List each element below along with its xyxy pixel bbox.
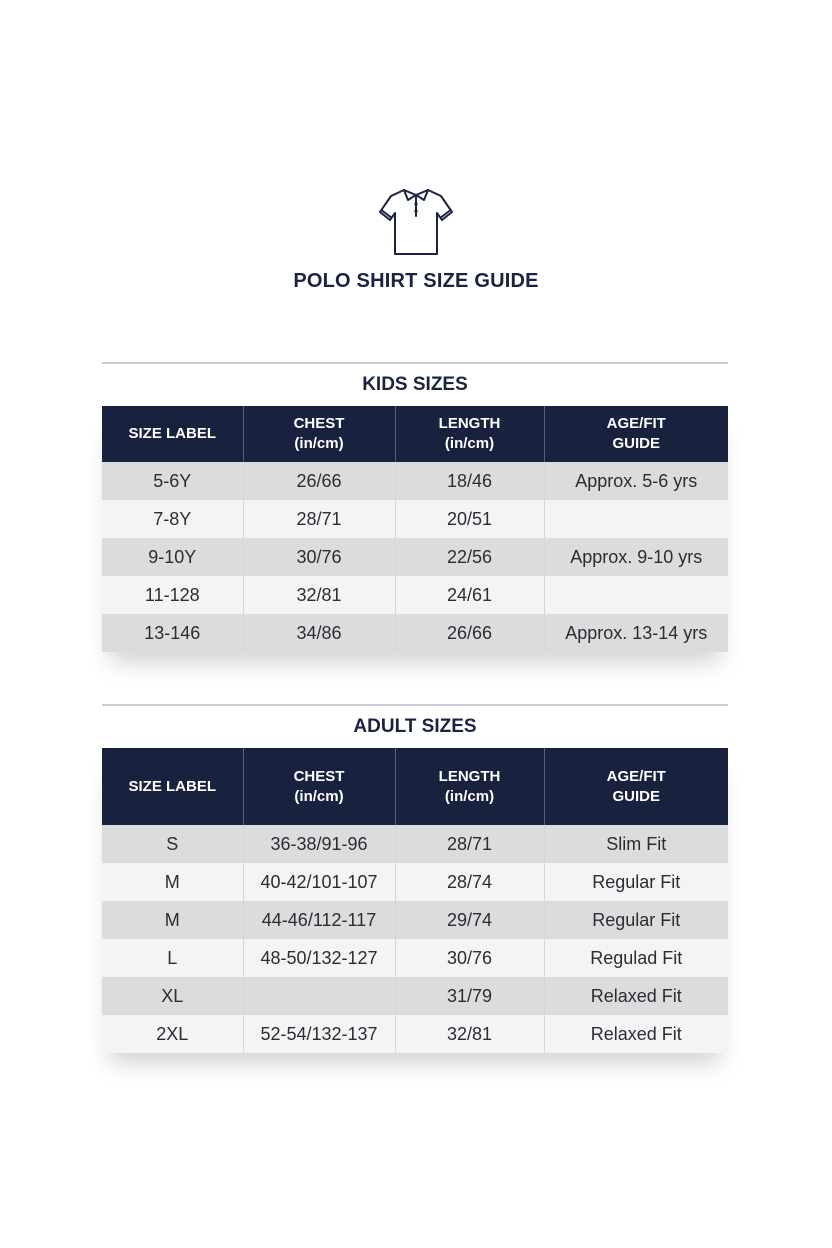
table-cell: 9-10Y	[102, 538, 243, 576]
table-cell: 32/81	[395, 1015, 544, 1053]
table-cell: M	[102, 901, 243, 939]
table-cell: 32/81	[243, 576, 395, 614]
table-row	[102, 576, 728, 614]
page-title: POLO SHIRT SIZE GUIDE	[293, 270, 539, 292]
table-row	[102, 901, 728, 939]
table-row	[102, 939, 728, 977]
adult-size-table	[102, 748, 728, 1053]
table-cell: L	[102, 939, 243, 977]
polo-shirt-icon	[378, 186, 454, 258]
kids-sizes-section	[102, 362, 728, 652]
adult-section-title: ADULT SIZES	[353, 716, 477, 737]
table-cell: XL	[102, 977, 243, 1015]
table-header-row	[102, 406, 728, 462]
table-cell: 30/76	[243, 538, 395, 576]
column-header: LENGTH (in/cm)	[395, 748, 544, 825]
table-cell: Regular Fit	[544, 863, 728, 901]
table-cell: 7-8Y	[102, 500, 243, 538]
table-cell: Regulad Fit	[544, 939, 728, 977]
column-header: LENGTH (in/cm)	[395, 406, 544, 462]
column-header: AGE/FIT GUIDE	[544, 748, 728, 825]
table-cell: 20/51	[395, 500, 544, 538]
table-cell: Relaxed Fit	[544, 1015, 728, 1053]
column-header: CHEST (in/cm)	[243, 406, 395, 462]
table-row	[102, 462, 728, 500]
table-cell: 18/46	[395, 462, 544, 500]
table-cell: 11-128	[102, 576, 243, 614]
table-cell: Regular Fit	[544, 901, 728, 939]
table-cell: 28/71	[243, 500, 395, 538]
table-cell: 28/71	[395, 825, 544, 863]
table-cell: 26/66	[243, 462, 395, 500]
table-cell: 44-46/112-117	[243, 901, 395, 939]
table-cell: 48-50/132-127	[243, 939, 395, 977]
table-cell: M	[102, 863, 243, 901]
table-cell: 26/66	[395, 614, 544, 652]
table-cell: Relaxed Fit	[544, 977, 728, 1015]
table-row	[102, 1015, 728, 1053]
table-row	[102, 977, 728, 1015]
table-cell	[243, 977, 395, 1015]
table-cell: Approx. 5-6 yrs	[544, 462, 728, 500]
table-cell: S	[102, 825, 243, 863]
table-cell: Approx. 9-10 yrs	[544, 538, 728, 576]
table-cell: 34/86	[243, 614, 395, 652]
table-cell: 28/74	[395, 863, 544, 901]
table-header-row	[102, 748, 728, 825]
column-header: SIZE LABEL	[102, 748, 243, 825]
table-cell: 40-42/101-107	[243, 863, 395, 901]
table-cell: 24/61	[395, 576, 544, 614]
table-row	[102, 863, 728, 901]
table-cell: 5-6Y	[102, 462, 243, 500]
table-cell: Approx. 13-14 yrs	[544, 614, 728, 652]
table-cell: 13-146	[102, 614, 243, 652]
table-cell: 2XL	[102, 1015, 243, 1053]
table-cell	[544, 500, 728, 538]
table-row	[102, 500, 728, 538]
kids-size-table	[102, 406, 728, 652]
table-cell: 30/76	[395, 939, 544, 977]
column-header: SIZE LABEL	[102, 406, 243, 462]
table-cell	[544, 576, 728, 614]
column-header: AGE/FIT GUIDE	[544, 406, 728, 462]
table-cell: 29/74	[395, 901, 544, 939]
table-cell: 36-38/91-96	[243, 825, 395, 863]
table-cell: 31/79	[395, 977, 544, 1015]
table-cell: 52-54/132-137	[243, 1015, 395, 1053]
column-header: CHEST (in/cm)	[243, 748, 395, 825]
kids-section-title: KIDS SIZES	[362, 374, 468, 395]
table-cell: 22/56	[395, 538, 544, 576]
table-row	[102, 538, 728, 576]
table-cell: Slim Fit	[544, 825, 728, 863]
table-row	[102, 825, 728, 863]
adult-sizes-section	[102, 704, 728, 1053]
table-row	[102, 614, 728, 652]
